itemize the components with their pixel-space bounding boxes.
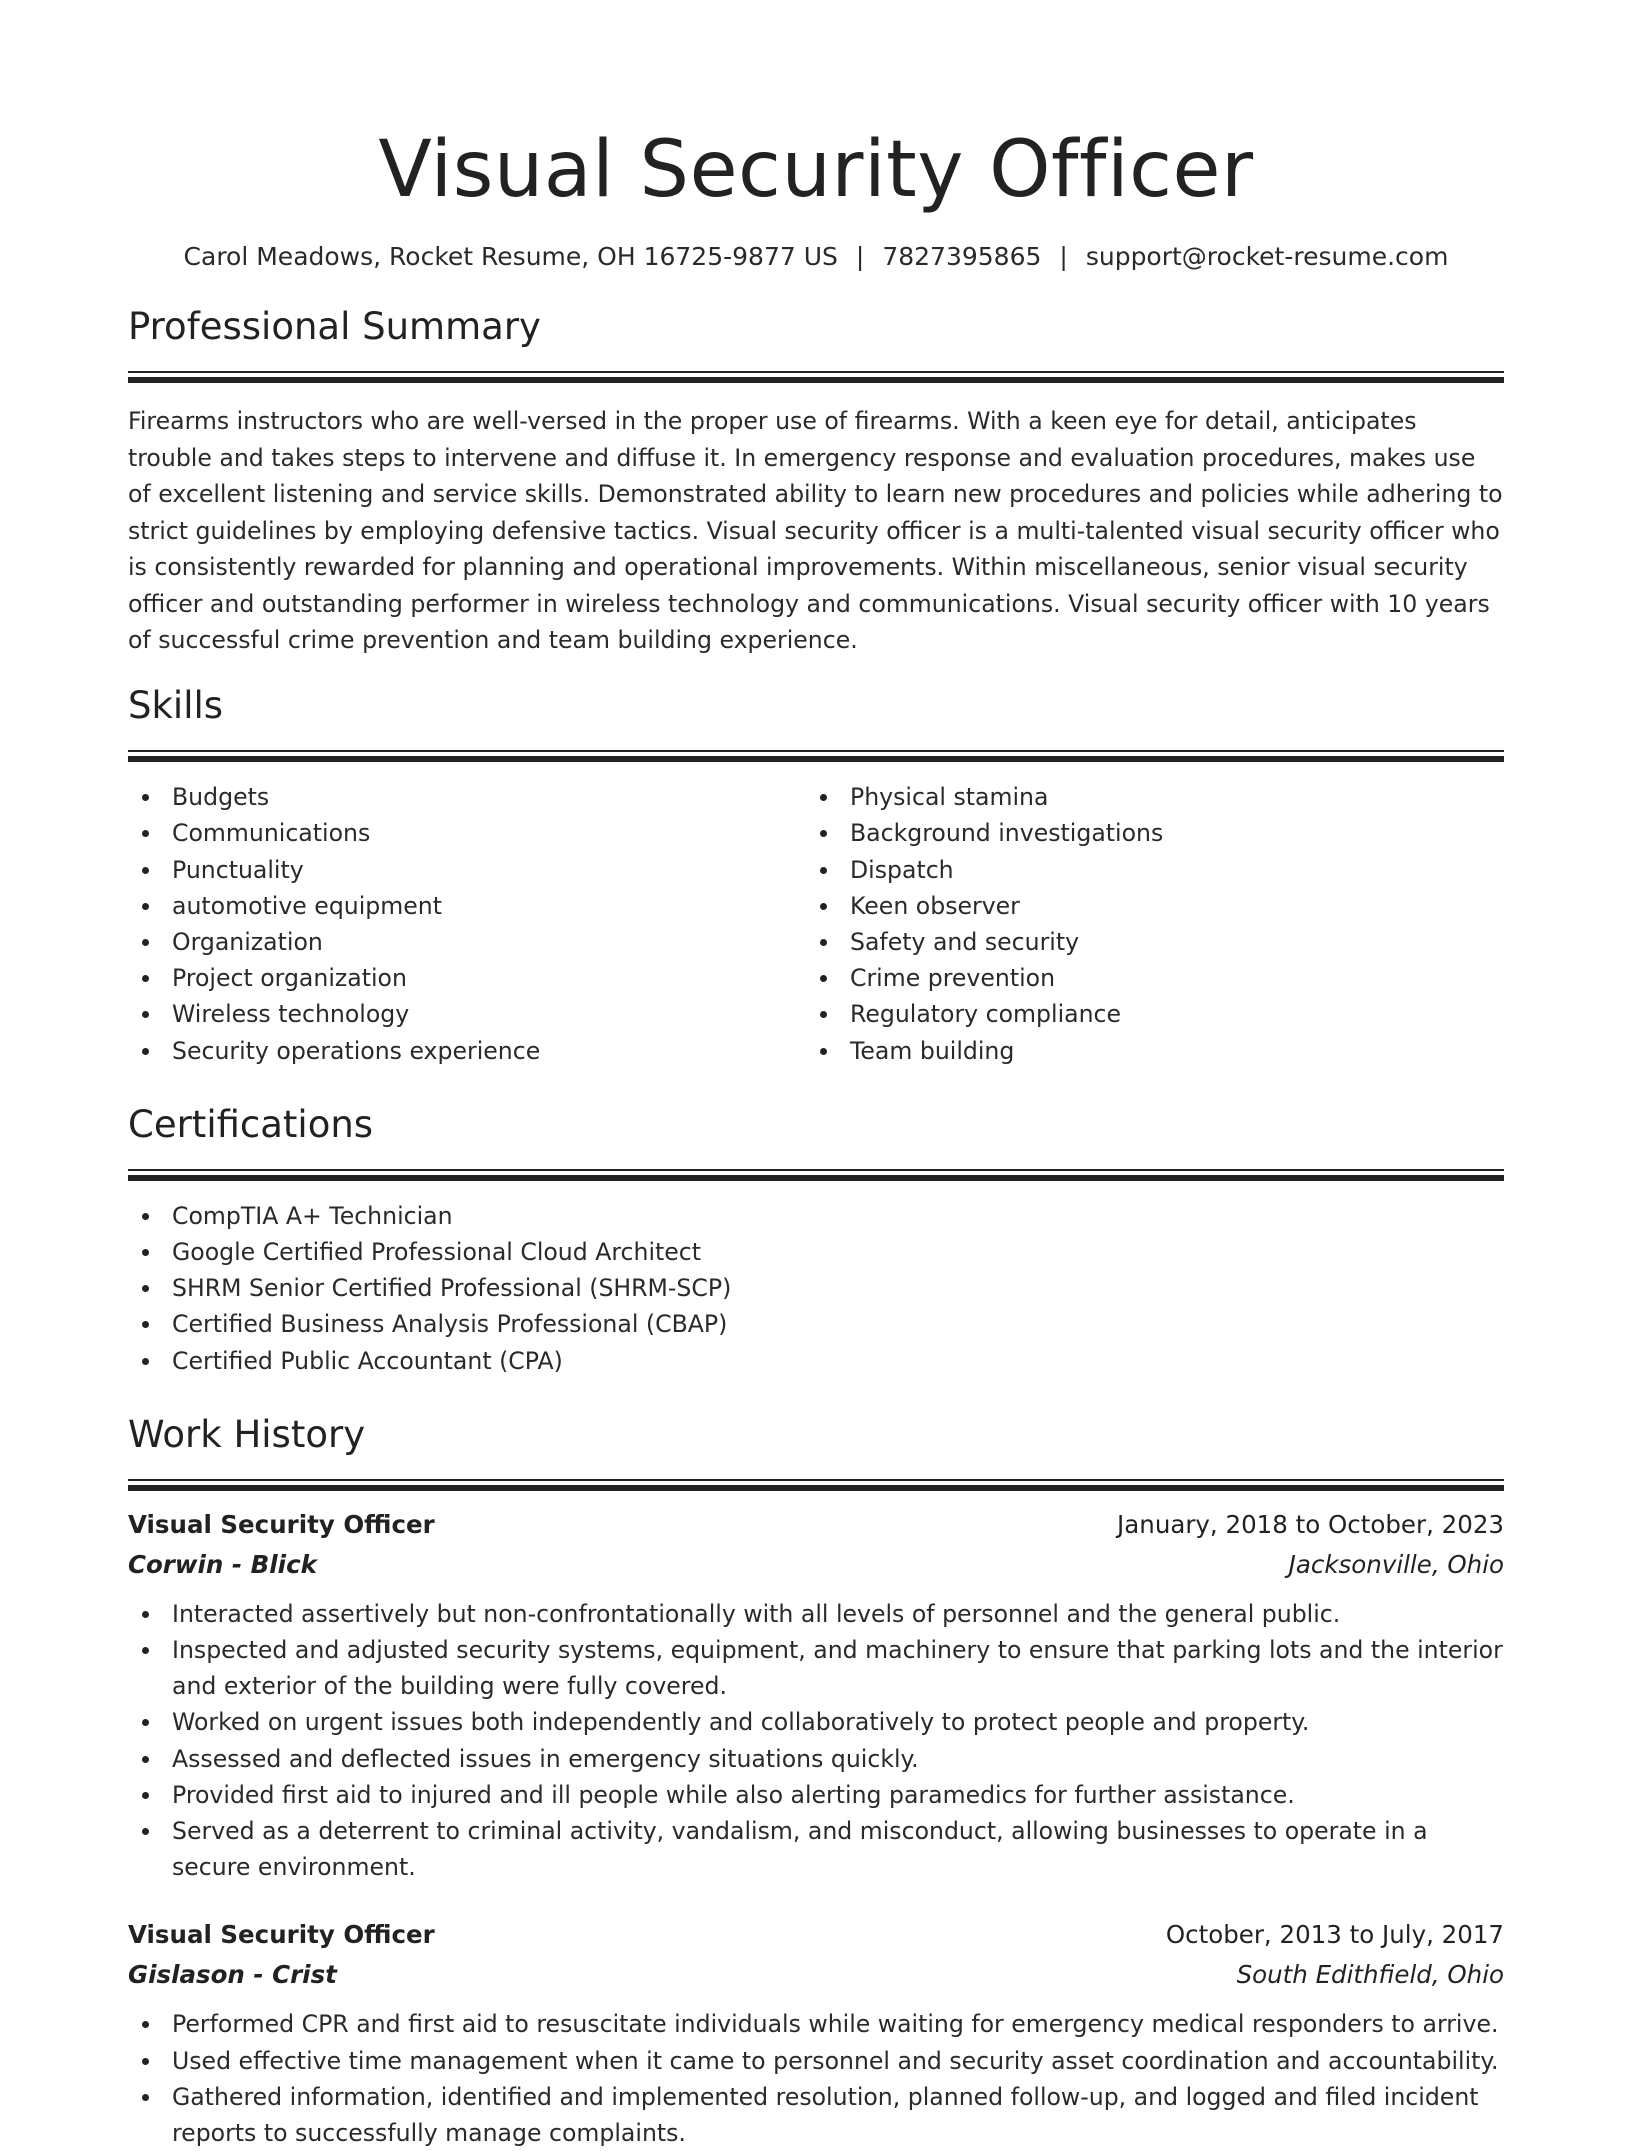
- job-duties: [128, 2006, 1504, 2151]
- contact-address: Carol Meadows, Rocket Resume, OH 16725-9877 US: [183, 242, 838, 271]
- skills-list-left: [128, 779, 806, 1069]
- job-company: Gislason - Crist: [128, 1960, 337, 1990]
- skills-list-right: [806, 779, 1484, 1069]
- skill-item: Team building: [806, 1033, 1484, 1069]
- job-header: [128, 1915, 1504, 1955]
- certification-item: Google Certified Professional Cloud Architect: [128, 1234, 1504, 1270]
- section-divider: [128, 377, 1504, 383]
- job-duty: Worked on urgent issues both independently and collaboratively to protect people and property.: [128, 1704, 1504, 1740]
- section-divider: [128, 1169, 1504, 1171]
- skill-item: Regulatory compliance: [806, 996, 1484, 1032]
- job-duty: Provided first aid to injured and ill people while also alerting paramedics for further assistance.: [128, 1777, 1504, 1813]
- skill-item: Communications: [128, 815, 806, 851]
- skill-item: Organization: [128, 924, 806, 960]
- section-heading: Certifications: [128, 1102, 374, 1146]
- job-duty: Inspected and adjusted security systems, equipment, and machinery to ensure that parking lots and the interior and exterior of the building were fully covered.: [128, 1632, 1504, 1704]
- contact-email: support@rocket-resume.com: [1085, 242, 1449, 271]
- job-subheader: [128, 1955, 1504, 1995]
- resume-title: Visual Security Officer: [378, 125, 1254, 215]
- job-header: [128, 1505, 1504, 1545]
- section-divider: [128, 1485, 1504, 1491]
- job-duty: Performed CPR and first aid to resuscitate individuals while waiting for emergency medical responders to arrive.: [128, 2006, 1504, 2042]
- section-divider: [128, 750, 1504, 752]
- skill-item: Keen observer: [806, 888, 1484, 924]
- job-duty: Assessed and deflected issues in emergency situations quickly.: [128, 1741, 1504, 1777]
- section-divider: [128, 1479, 1504, 1481]
- job-title: Visual Security Officer: [128, 1920, 435, 1950]
- resume-content: [128, 0, 1504, 2151]
- skill-item: Safety and security: [806, 924, 1484, 960]
- skill-item: Physical stamina: [806, 779, 1484, 815]
- job-dates: October, 2013 to July, 2017: [1165, 1920, 1504, 1950]
- section-heading: Professional Summary: [128, 305, 541, 348]
- skill-item: Punctuality: [128, 852, 806, 888]
- skills-section: [128, 682, 1504, 1069]
- summary-text: Firearms instructors who are well-versed in the proper use of firearms. With a keen eye for detail, anticipates trouble and takes steps to intervene and diffuse it. In emergency response and evaluation procedures, makes use of excellent listening and service skills. Demonstrated ability to learn new procedures and policies while adhering to strict guidelines by employing defensive tactics. Visual security officer is a multi-talented visual security officer who is consistently rewarded for planning and operational improvements. Within miscellaneous, senior visual security officer and outstanding performer in wireless technology and communications. Visual security officer with 10 years of successful crime prevention and team building experience.: [128, 407, 1503, 654]
- job-company: Corwin - Blick: [128, 1549, 317, 1579]
- job-entry: [128, 1505, 1504, 1886]
- certifications-list: [128, 1198, 1504, 1379]
- skill-item: Background investigations: [806, 815, 1484, 851]
- section-heading: Work History: [128, 1412, 366, 1456]
- job-duty: Served as a deterrent to criminal activity, vandalism, and misconduct, allowing businesses to operate in a secure environment.: [128, 1813, 1504, 1885]
- job-duty: Used effective time management when it came to personnel and security asset coordination and accountability.: [128, 2043, 1504, 2079]
- section-divider: [128, 756, 1504, 762]
- job-duty: Gathered information, identified and implemented resolution, planned follow-up, and logged and filed incident reports to successfully manage complaints.: [128, 2079, 1504, 2151]
- skills-columns: [128, 779, 1504, 1069]
- skill-item: Dispatch: [806, 852, 1484, 888]
- job-subheader: [128, 1545, 1504, 1585]
- certification-item: SHRM Senior Certified Professional (SHRM-SCP): [128, 1270, 1504, 1306]
- skill-item: Crime prevention: [806, 960, 1484, 996]
- summary-section: [128, 303, 1504, 659]
- contact-separator: |: [855, 242, 865, 271]
- job-dates: January, 2018 to October, 2023: [1117, 1509, 1504, 1539]
- section-divider: [128, 1175, 1504, 1181]
- skill-item: Wireless technology: [128, 996, 806, 1032]
- contact-line: [128, 240, 1504, 274]
- certifications-section: [128, 1101, 1504, 1379]
- job-entry: [128, 1915, 1504, 2151]
- job-title: Visual Security Officer: [128, 1509, 435, 1539]
- contact-phone: 7827395865: [882, 242, 1042, 271]
- certification-item: Certified Public Accountant (CPA): [128, 1343, 1504, 1379]
- job-duty: Interacted assertively but non-confrontationally with all levels of personnel and the general public.: [128, 1596, 1504, 1632]
- skill-item: Project organization: [128, 960, 806, 996]
- certification-item: Certified Business Analysis Professional (CBAP): [128, 1306, 1504, 1342]
- skill-item: Security operations experience: [128, 1033, 806, 1069]
- section-divider: [128, 371, 1504, 373]
- section-heading: Skills: [128, 684, 224, 728]
- job-duties: [128, 1596, 1504, 1886]
- work-history-section: [128, 1411, 1504, 2151]
- job-location: Jacksonville, Ohio: [1288, 1549, 1504, 1579]
- skill-item: automotive equipment: [128, 888, 806, 924]
- job-location: South Edithfield, Ohio: [1236, 1960, 1504, 1990]
- contact-separator: |: [1059, 242, 1068, 271]
- certification-item: CompTIA A+ Technician: [128, 1198, 1504, 1234]
- skill-item: Budgets: [128, 779, 806, 815]
